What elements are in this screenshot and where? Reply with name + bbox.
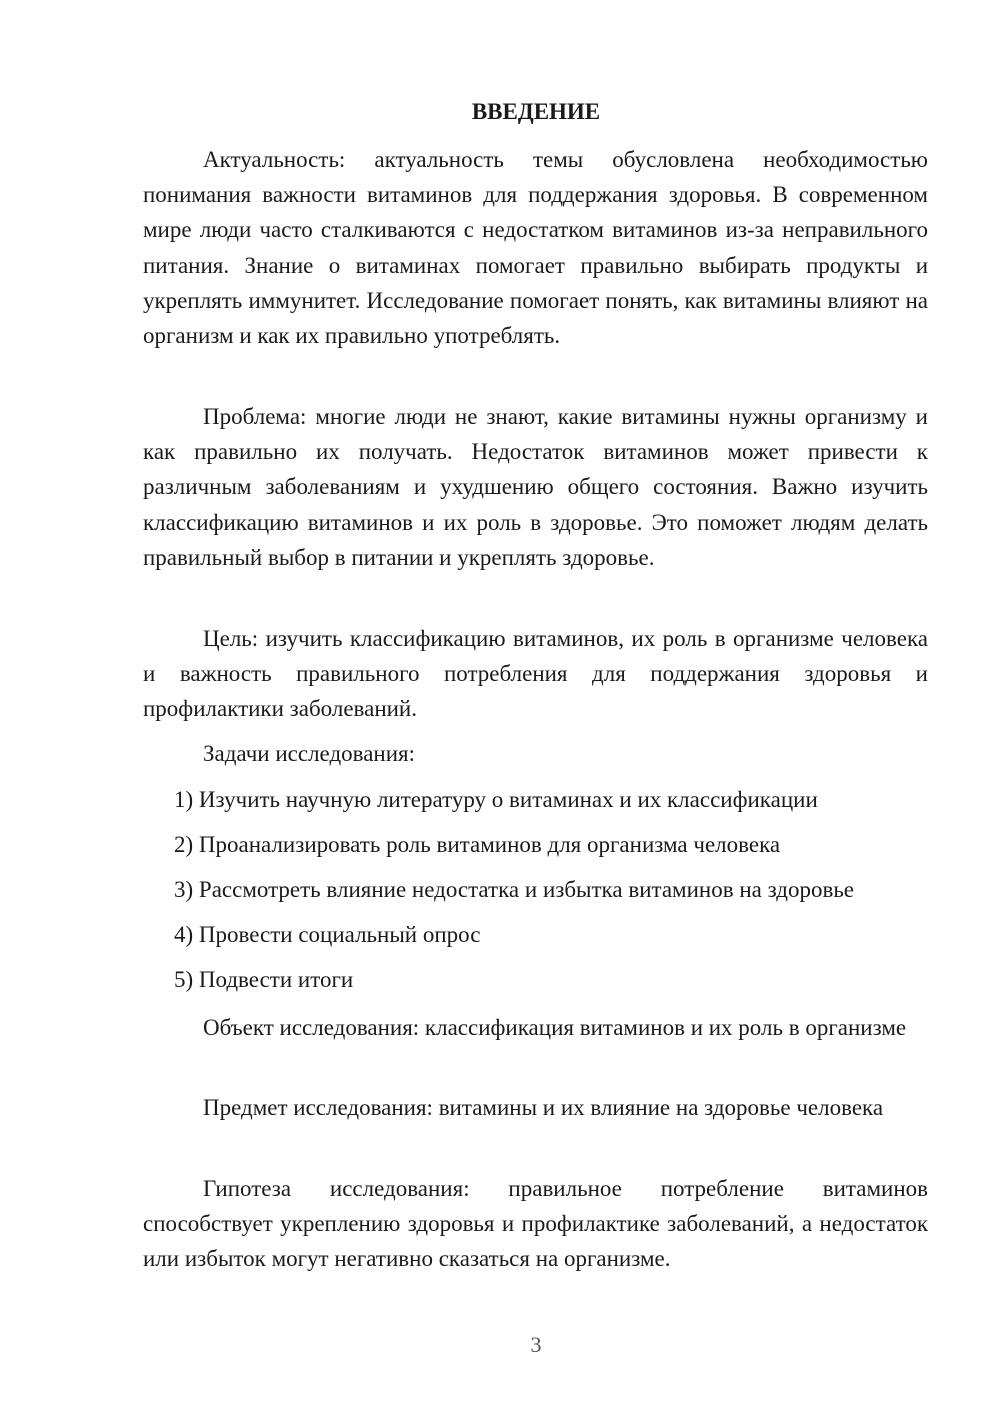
task-item: 5) Подвести итоги	[174, 967, 354, 992]
goal-paragraph: Цель: изучить классификацию витаминов, их роль в организме человека и важность правильного потребления для поддержания здоровья и профилактики заболеваний.	[143, 626, 928, 722]
subject-paragraph: Предмет исследования: витамины и их влияние на здоровье человека	[203, 1095, 884, 1120]
problem-paragraph: Проблема: многие люди не знают, какие витамины нужны организму и как правильно их получать. Недостаток витаминов может привести к различным заболеваниям и ухудшению общего состояния. Важно изучить классификацию витаминов и их роль в здоровье. Это поможет людям делать правильный выбор в питании и укреплять здоровье.	[143, 404, 928, 570]
page-number: 3	[530, 1332, 542, 1357]
task-item: 2) Проанализировать роль витаминов для организма человека	[174, 832, 781, 857]
relevance-paragraph: Актуальность: актуальность темы обусловлена необходимостью понимания важности витаминов для поддержания здоровья. В современном мире люди часто сталкиваются с недостатком витаминов из-за неправильного питания. Знание о витаминах помогает правильно выбирать продукты и укреплять иммунитет. Исследование помогает понять, как витамины влияют на организм и как их правильно употреблять.	[143, 147, 928, 349]
task-item: 3) Рассмотреть влияние недостатка и избытка витаминов на здоровье	[174, 877, 855, 902]
tasks-heading: Задачи исследования:	[203, 741, 416, 766]
task-item: 1) Изучить научную литературу о витаминах и их классификации	[174, 787, 818, 812]
hypothesis-paragraph: Гипотеза исследования: правильное потребление витаминов способствует укреплению здоровья и профилактике заболеваний, а недостаток или избыток могут негативно сказаться на организме.	[143, 1176, 928, 1272]
object-paragraph: Объект исследования: классификация витаминов и их роль в организме	[203, 1015, 907, 1040]
task-item: 4) Провести социальный опрос	[174, 922, 481, 947]
page-title: ВВЕДЕНИЕ	[471, 99, 601, 124]
